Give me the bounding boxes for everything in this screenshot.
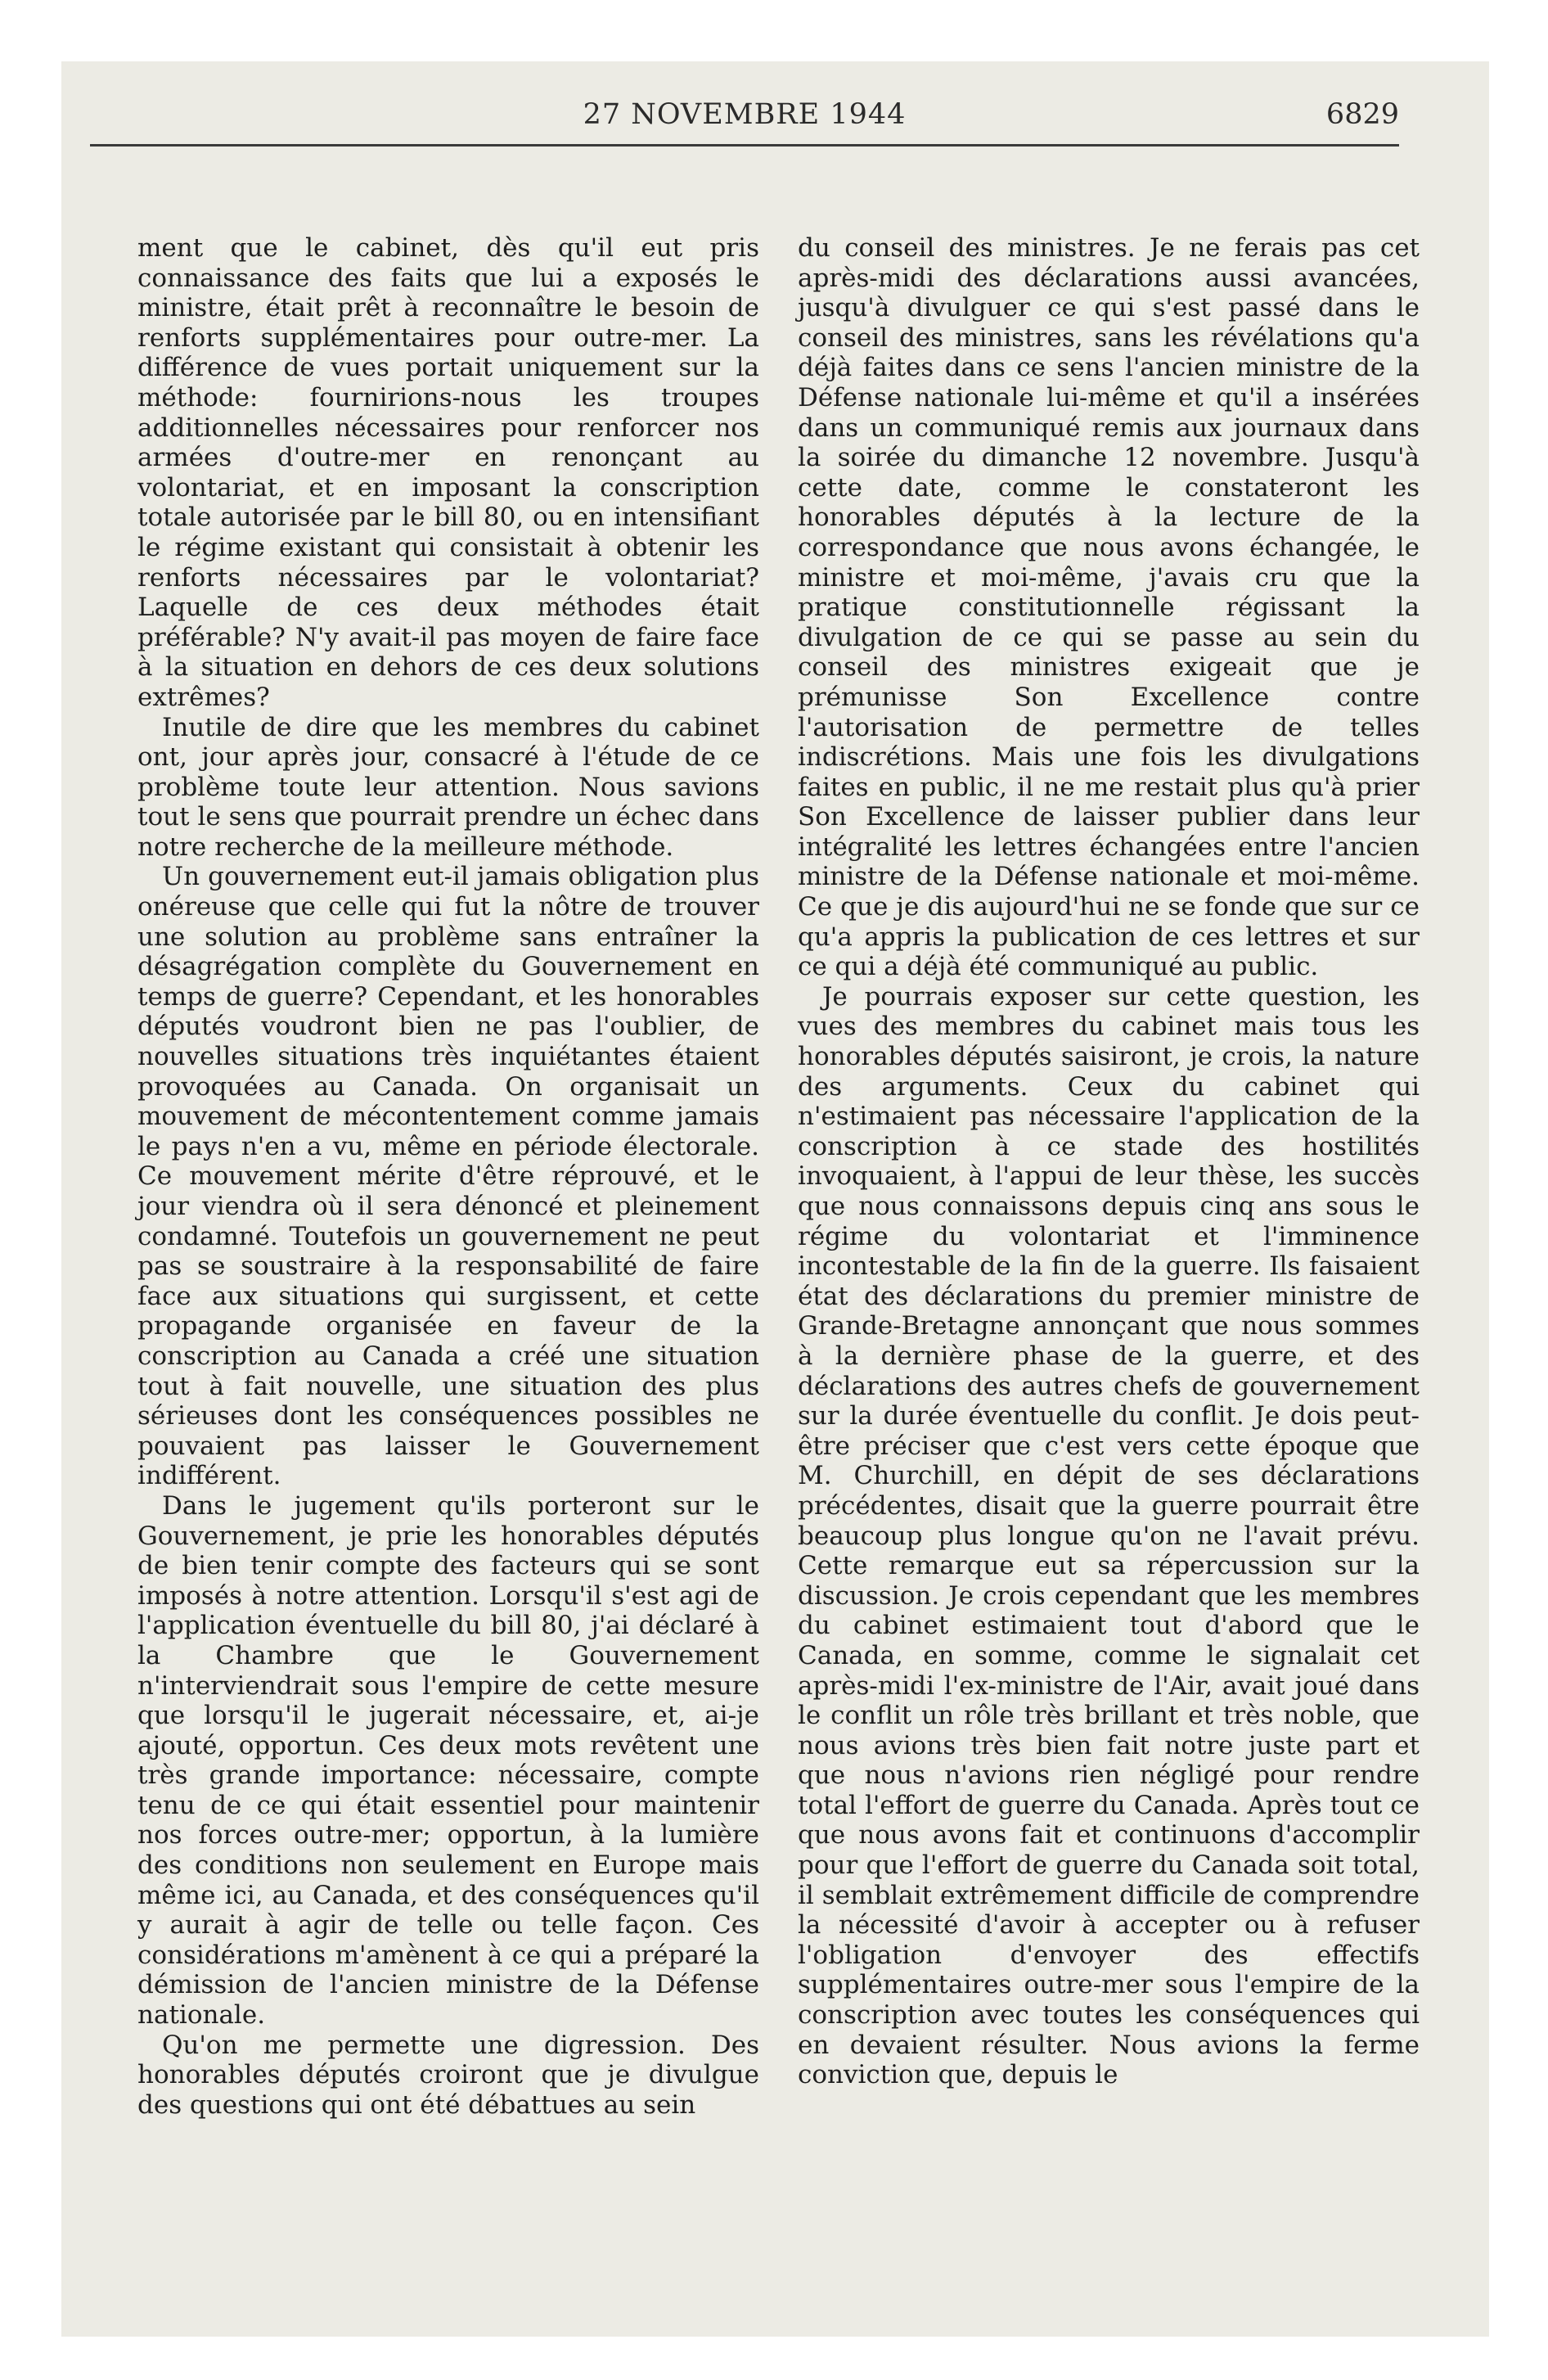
left-column: [137, 233, 759, 2120]
header-rule: [90, 144, 1399, 146]
header-date: 27 NOVEMBRE 1944: [583, 98, 907, 131]
left-paragraph-4: Dans le jugement qu'ils porteront sur le Gouvernement, je prie les honorables députés de bien tenir compte des facteurs qui se sont imposés à notre attention. Lorsqu'il s'est agi de l'application éventuelle du bill 80, j'ai déclaré à la Chambre que le Gouvernement n'interviendrait sous l'empire de cette mesure que lorsqu'il le jugerait nécessaire, et, ai-je ajouté, opportun. Ces deux mots revêtent une très grande importance: nécessaire, compte tenu de ce qui était essentiel pour maintenir nos forces outre-mer; opportun, à la lumière des conditions non seulement en Europe mais même ici, au Canada, et des conséquences qu'il y aurait à agir de telle ou telle façon. Ces considérations m'amènent à ce qui a préparé la démission de l'ancien ministre de la Défense nationale.: [137, 1490, 759, 2031]
right-column: [798, 233, 1420, 2090]
left-paragraph-2: Inutile de dire que les membres du cabinet ont, jour après jour, consacré à l'étude de ce problème toute leur attention. Nous savions tout le sens que pourrait prendre un échec dans notre recherche de la meilleure méthode.: [137, 712, 759, 862]
page-number: 6829: [1325, 98, 1399, 131]
left-paragraph-5: Qu'on me permette une digression. Des honorables députés croiront que je divulgue des questions qui ont été débattues au sein: [137, 2030, 759, 2120]
page-header: [90, 98, 1399, 196]
right-paragraph-1: du conseil des ministres. Je ne ferais pas cet après-midi des déclarations aussi avancées, jusqu'à divulguer ce qui s'est passé dans le conseil des ministres, sans les révélations qu'a déjà faites dans ce sens l'ancien ministre de la Défense nationale lui-même et qu'il a insérées dans un communiqué remis aux journaux dans la soirée du dimanche 12 novembre. Jusqu'à cette date, comme le constateront les honorables députés à la lecture de la correspondance que nous avons échangée, le ministre et moi-même, j'avais cru que la pratique constitutionnelle régissant la divulgation de ce qui se passe au sein du conseil des ministres exigeait que je prémunisse Son Excellence contre l'autorisation de permettre de telles indiscrétions. Mais une fois les divulgations faites en public, il ne me restait plus qu'à prier Son Excellence de laisser publier dans leur intégralité les lettres échangées entre l'ancien ministre de la Défense nationale et moi-même. Ce que je dis aujourd'hui ne se fonde que sur ce qu'a appris la publication de ces lettres et sur ce qui a déjà été communiqué au public.: [798, 233, 1420, 982]
left-paragraph-3: Un gouvernement eut-il jamais obligation plus onéreuse que celle qui fut la nôtre de trouver une solution au problème sans entraîner la désagrégation complète du Gouvernement en temps de guerre? Cependant, et les honorables députés voudront bien ne pas l'oublier, de nouvelles situations très inquiétantes étaient provoquées au Canada. On organisait un mouvement de mécontentement comme jamais le pays n'en a vu, même en période électorale. Ce mouvement mérite d'être réprouvé, et le jour viendra où il sera dénoncé et pleinement condamné. Toutefois un gouvernement ne peut pas se soustraire à la responsabilité de faire face aux situations qui surgissent, et cette propagande organisée en faveur de la conscription au Canada a créé une situation tout à fait nouvelle, une situation des plus sérieuses dont les conséquences possibles ne pouvaient pas laisser le Gouvernement indifférent.: [137, 862, 759, 1491]
left-paragraph-1: ment que le cabinet, dès qu'il eut pris connaissance des faits que lui a exposés le ministre, était prêt à reconnaître le besoin de renforts supplémentaires pour outre-mer. La différence de vues portait uniquement sur la méthode: fournirions-nous les troupes additionnelles nécessaires pour renforcer nos armées d'outre-mer en renonçant au volontariat, et en imposant la conscription totale autorisée par le bill 80, ou en intensifiant le régime existant qui consistait à obtenir les renforts nécessaires par le volontariat? Laquelle de ces deux méthodes était préférable? N'y avait-il pas moyen de faire face à la situation en dehors de ces deux solutions extrêmes?: [137, 233, 759, 712]
right-paragraph-2: Je pourrais exposer sur cette question, les vues des membres du cabinet mais tous les honorables députés saisiront, je crois, la nature des arguments. Ceux du cabinet qui n'estimaient pas nécessaire l'application de la conscription à ce stade des hostilités invoquaient, à l'appui de leur thèse, les succès que nous connaissons depuis cinq ans sous le régime du volontariat et l'imminence incontestable de la fin de la guerre. Ils faisaient état des déclarations du premier ministre de Grande-Bretagne annonçant que nous sommes à la dernière phase de la guerre, et des déclarations des autres chefs de gouvernement sur la durée éventuelle du conflit. Je dois peut-être préciser que c'est vers cette époque que M. Churchill, en dépit de ses déclarations précédentes, disait que la guerre pourrait être beaucoup plus longue qu'on ne l'avait prévu. Cette remarque eut sa répercussion sur la discussion. Je crois cependant que les membres du cabinet estimaient tout d'abord que le Canada, en somme, comme le signalait cet après-midi l'ex-ministre de l'Air, avait joué dans le conflit un rôle très brillant et très noble, que nous avions très bien fait notre juste part et que nous n'avions rien négligé pour rendre total l'effort de guerre du Canada. Après tout ce que nous avons fait et continuons d'accomplir pour que l'effort de guerre du Canada soit total, il semblait extrêmement difficile de comprendre la nécessité d'avoir à accepter ou à refuser l'obligation d'envoyer des effectifs supplémentaires outre-mer sous l'empire de la conscription avec toutes les conséquences qui en devaient résulter. Nous avions la ferme conviction que, depuis le: [798, 981, 1420, 2090]
